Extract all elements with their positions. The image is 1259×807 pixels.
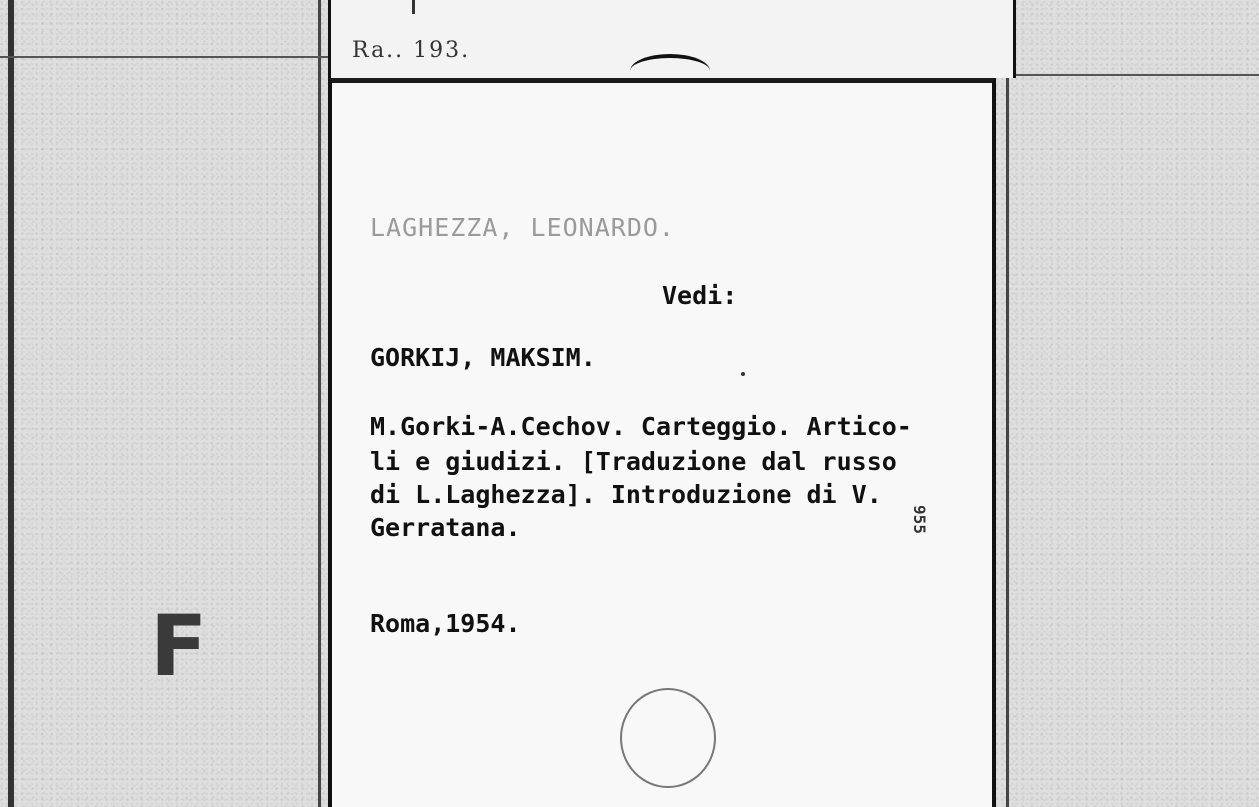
stray-dot (741, 372, 745, 376)
imprint: Roma,1954. (370, 609, 521, 638)
main-entry: GORKIJ, MAKSIM. (370, 343, 596, 372)
drawer-letter: F (150, 597, 208, 695)
card-heading: LAGHEZZA, LEONARDO. (370, 213, 675, 242)
back-card-scribble: Ra.. 193. (352, 38, 471, 63)
back-card-tick (412, 0, 415, 14)
right-divider-line (1006, 0, 1009, 807)
top-right-divider-line (1010, 74, 1259, 76)
description-line-3: di L.Laghezza]. Introduzione di V. (370, 480, 882, 509)
see-reference-label: Vedi: (662, 281, 738, 310)
description-line-1: M.Gorki-A.Cechov. Carteggio. Artico- (370, 412, 912, 441)
top-divider-line (0, 56, 330, 58)
card-punch-hole (620, 688, 716, 788)
description-line-2: li e giudizi. [Traduzione dal russo (370, 447, 897, 476)
call-number-mark: 955 (909, 505, 929, 534)
drawer-divider-line (318, 0, 321, 807)
description-line-4: Gerratana. (370, 513, 521, 542)
left-edge-line (8, 0, 14, 807)
